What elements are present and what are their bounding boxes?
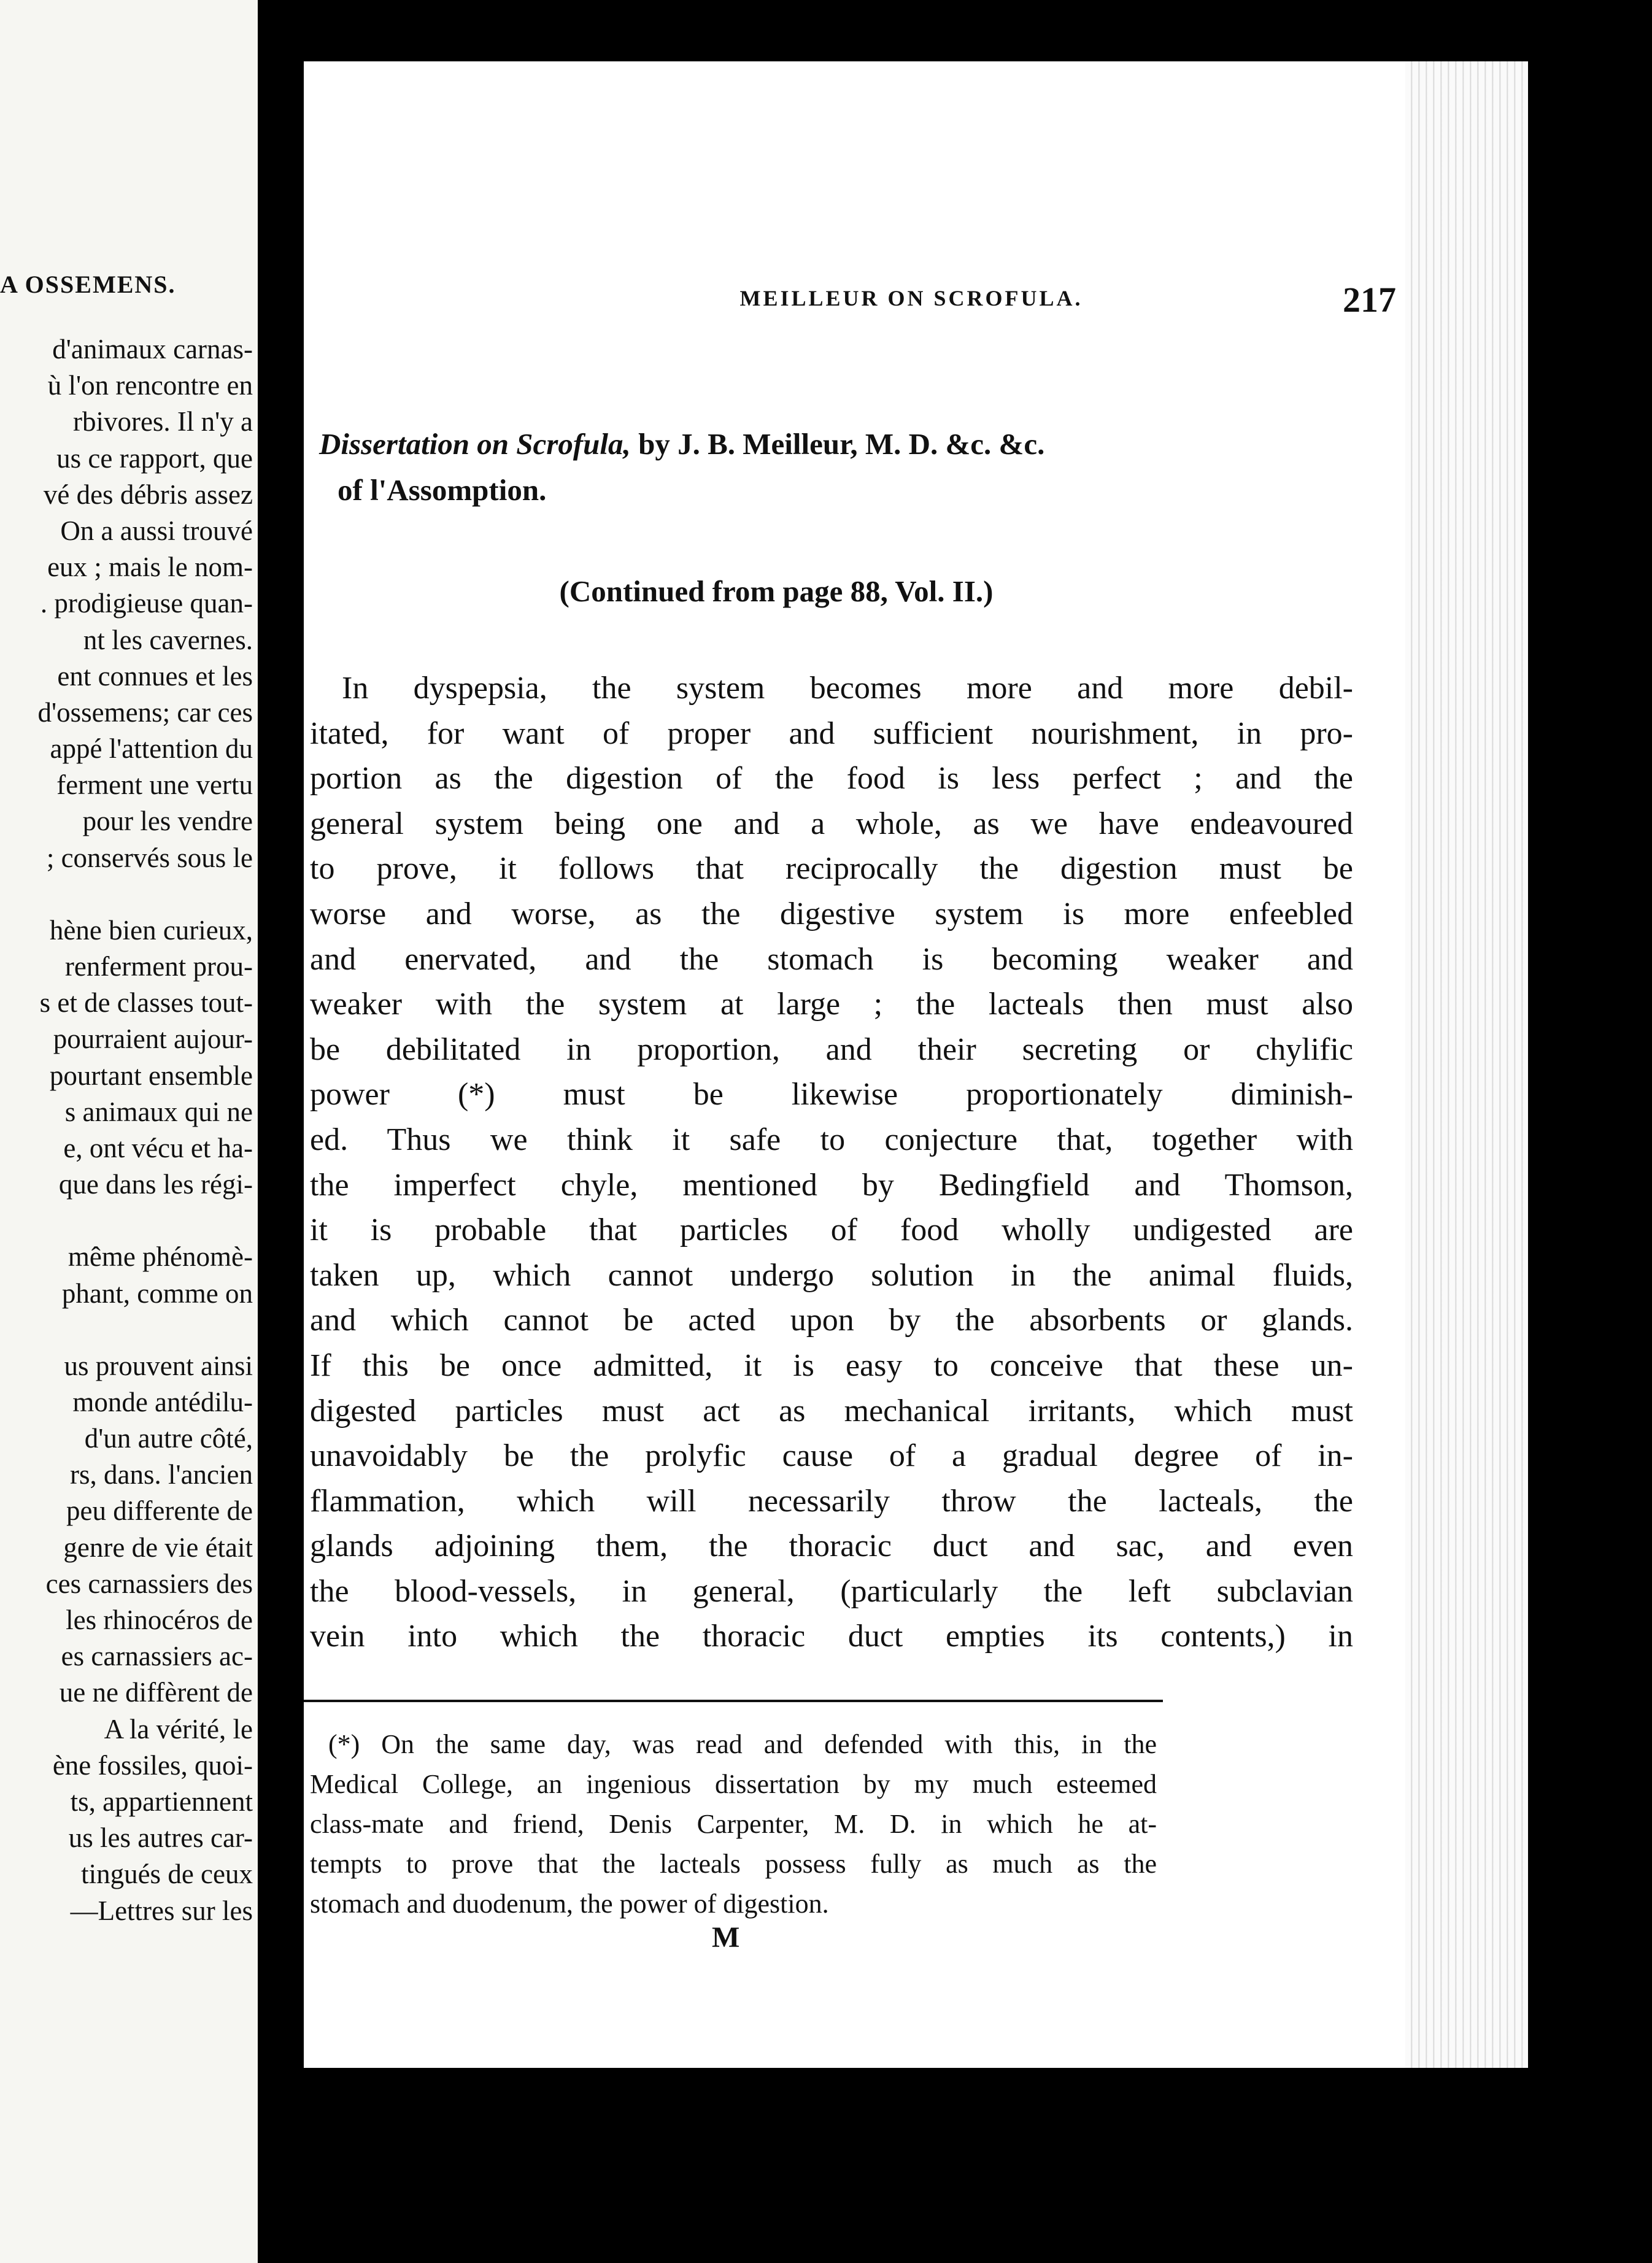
previous-page-line: A la vérité, le	[104, 1713, 253, 1744]
previous-page-line: —Lettres sur les	[70, 1895, 253, 1926]
footnote	[310, 1724, 1157, 1924]
previous-page-line: On a aussi trouvé	[60, 515, 253, 546]
body-line: weaker with the system at large ; the lacteals then must also	[310, 987, 1353, 1022]
previous-page-header: A OSSEMENS.	[0, 271, 176, 298]
previous-page-line: ue ne diffèrent de	[59, 1677, 253, 1708]
previous-page-line: hène bien curieux,	[49, 914, 253, 946]
previous-page-line: vé des débris assez	[43, 479, 253, 510]
article-title-affiliation: of l'Assomption.	[338, 473, 547, 507]
body-line: the imperfect chyle, mentioned by Bedingfield and Thomson,	[310, 1167, 1353, 1203]
previous-page-line: ène fossiles, quoi-	[52, 1749, 253, 1781]
previous-page-line: d'un autre côté,	[84, 1423, 253, 1454]
body-line: taken up, which cannot undergo solution in the animal fluids,	[310, 1257, 1353, 1293]
body-text	[310, 666, 1353, 1659]
footnote-line: (*) On the same day, was read and defended with this, in the	[328, 1729, 1157, 1759]
previous-page-line: ferment une vertu	[56, 769, 253, 801]
previous-page-line: d'ossemens; car ces	[37, 696, 253, 728]
previous-page-line: ces carnassiers des	[45, 1568, 253, 1599]
body-line: glands adjoining them, the thoracic duct and sac, and even	[310, 1529, 1353, 1564]
book-gutter	[258, 0, 304, 2263]
body-line: vein into which the thoracic duct empties its contents,) in	[310, 1619, 1353, 1654]
body-line: unavoidably be the prolyfic cause of a gradual degree of in-	[310, 1438, 1353, 1474]
article-title-italic: Dissertation on Scrofula,	[319, 427, 631, 461]
body-line: to prove, it follows that reciprocally the digestion must be	[310, 851, 1353, 887]
previous-page-line: us les autres car-	[68, 1822, 253, 1854]
body-line: the blood-vessels, in general, (particularly the left subclavian	[310, 1573, 1353, 1609]
previous-page-line: us prouvent ainsi	[64, 1350, 253, 1381]
body-line: and enervated, and the stomach is becoming weaker and	[310, 941, 1353, 977]
previous-page-line: d'animaux carnas-	[52, 334, 253, 364]
previous-page-blank	[0, 1312, 253, 1348]
body-line: In dyspepsia, the system becomes more and more debil-	[342, 671, 1353, 706]
body-line: and which cannot be acted upon by the absorbents or glands.	[310, 1303, 1353, 1338]
previous-page-line: que dans les régi-	[58, 1169, 253, 1200]
previous-page-line: phant, comme on	[61, 1278, 253, 1309]
previous-page-line: s animaux qui ne	[64, 1096, 253, 1127]
previous-page-line: e, ont vécu et ha-	[63, 1132, 253, 1163]
body-line: portion as the digestion of the food is less perfect ; and the	[310, 761, 1353, 796]
previous-page	[0, 0, 258, 2263]
body-line: general system being one and a whole, as we have endeavoured	[310, 806, 1353, 841]
page-edges	[1405, 61, 1528, 2068]
previous-page-line: eux ; mais le nom-	[47, 552, 253, 583]
previous-page-line: ù l'on rencontre en	[47, 370, 253, 401]
body-line: itated, for want of proper and sufficient nourishment, in pro-	[310, 715, 1353, 751]
article-title-author: by J. B. Meilleur, M. D. &c. &c.	[630, 427, 1045, 461]
previous-page-line: tingués de ceux	[81, 1859, 253, 1890]
article-title	[319, 426, 1356, 461]
previous-page-line: es carnassiers ac-	[61, 1641, 253, 1672]
previous-page-line: pour les vendre	[82, 806, 253, 837]
previous-page-line: les rhinocéros de	[66, 1605, 253, 1635]
running-head	[574, 279, 1396, 322]
footnote-rule	[304, 1700, 1163, 1702]
running-head-title: MEILLEUR ON SCROFULA.	[739, 286, 1083, 310]
signature-mark: M	[712, 1921, 740, 1954]
body-line: flammation, which will necessarily throw the lacteals, the	[310, 1483, 1353, 1519]
body-line: be debilitated in proportion, and their secreting or chylific	[310, 1031, 1353, 1067]
previous-page-line: rbivores. Il n'y a	[72, 406, 253, 438]
previous-page-line: rs, dans. l'ancien	[69, 1459, 253, 1490]
previous-page-line: ; conservés sous le	[46, 842, 253, 873]
previous-page-line: peu differente de	[66, 1495, 253, 1527]
previous-page-blank	[0, 1203, 253, 1239]
footnote-line: stomach and duodenum, the power of digestion.	[310, 1889, 829, 1919]
body-line: power (*) must be likewise proportionately diminish-	[310, 1077, 1353, 1112]
previous-page-line: genre de vie était	[63, 1532, 253, 1563]
previous-page-line: appé l'attention du	[50, 733, 253, 765]
footnote-line: Medical College, an ingenious dissertation by my much esteemed	[310, 1769, 1157, 1799]
previous-page-line: renferment prou-	[64, 951, 253, 982]
footnote-line: tempts to prove that the lacteals possess fully as much as the	[310, 1849, 1157, 1879]
previous-page-line: pourraient aujour-	[53, 1024, 253, 1055]
previous-page-line: même phénomè-	[68, 1241, 253, 1273]
page-number: 217	[1343, 280, 1396, 320]
previous-page-line: nt les cavernes.	[83, 624, 253, 655]
body-line: it is probable that particles of food wholly undigested are	[310, 1212, 1353, 1248]
previous-page-blank	[0, 876, 253, 912]
footnote-line: class-mate and friend, Denis Carpenter, M. D. in which he at-	[310, 1809, 1157, 1839]
continued-note: (Continued from page 88, Vol. II.)	[559, 574, 994, 608]
previous-page-line: s et de classes tout-	[39, 987, 253, 1019]
current-page	[304, 61, 1405, 2068]
previous-page-line: us ce rapport, que	[56, 442, 253, 474]
body-line: worse and worse, as the digestive system is more enfeebled	[310, 896, 1353, 931]
previous-page-line: pourtant ensemble	[49, 1060, 253, 1091]
body-line: ed. Thus we think it safe to conjecture that, together with	[310, 1122, 1353, 1157]
previous-page-line: ent connues et les	[57, 660, 253, 692]
previous-page-line: monde antédilu-	[72, 1386, 253, 1417]
previous-page-text	[0, 331, 253, 1929]
previous-page-line: . prodigieuse quan-	[40, 588, 253, 619]
previous-page-line: ts, appartiennent	[70, 1786, 253, 1817]
body-line: digested particles must act as mechanical irritants, which must	[310, 1393, 1353, 1428]
body-line: If this be once admitted, it is easy to conceive that these un-	[310, 1347, 1353, 1383]
